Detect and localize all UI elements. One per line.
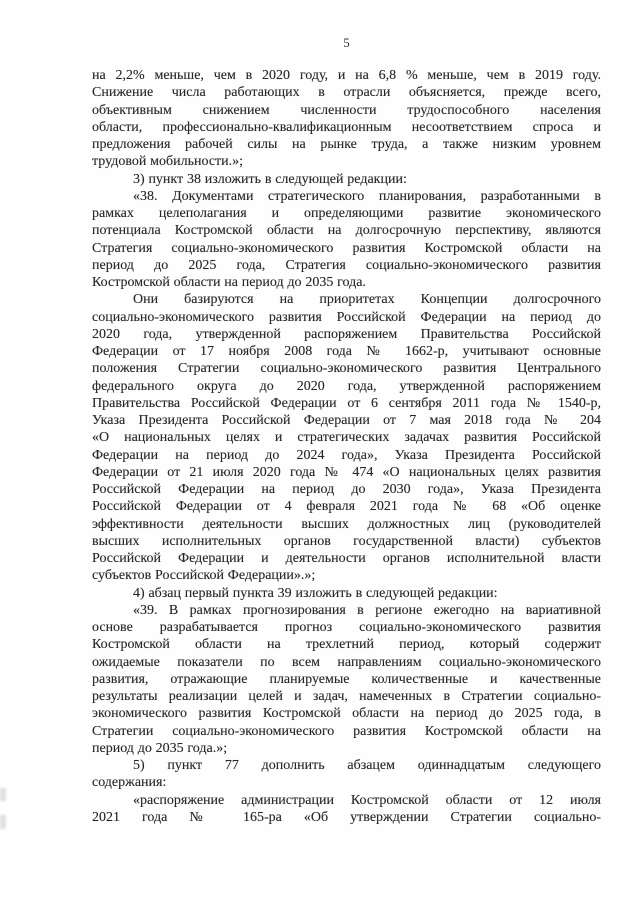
document-body (92, 67, 601, 826)
text-line: содержания: (92, 775, 167, 791)
text-line: Костромской области на трехлетний период, который содержит (92, 637, 601, 653)
text-line: экономического развития Костромской области на период до 2025 года, в (92, 706, 601, 722)
text-line: результаты реализации целей и задач, намеченных в Стратегии социально- (92, 689, 601, 704)
text-line: Они базируются на приоритетах Концепции долгосрочного (133, 292, 601, 308)
text-line: период до 2025 года, Стратегия социально-экономического развития (92, 257, 601, 273)
text-line: Указа Президента Российской Федерации от 7 мая 2018 года № 204 (92, 413, 601, 428)
text-line: «39. В рамках прогнозирования в регионе ежегодно на вариативной (133, 602, 601, 618)
text-line: рамках целеполагания и определяющими развитие экономического (92, 206, 601, 221)
scan-artifact (0, 815, 6, 829)
page-number: 5 (343, 35, 350, 50)
text-line: положения Стратегии социально-экономического развития Центрального (92, 361, 601, 377)
text-line: высших исполнительных органов государственной власти) субъектов (92, 533, 601, 549)
text-line: Стратегии социально-экономического развития Костромской области на (92, 723, 601, 739)
text-line: развития, отражающие планируемые количественные и качественные (92, 671, 601, 687)
text-line: «О национальных целях и стратегических задачах развития Российской (92, 430, 601, 446)
text-line: предложения рабочей силы на рынке труда, а также низким уровнем (92, 137, 601, 152)
text-line: области, профессионально-квалификационным несоответствием спроса и (92, 119, 601, 135)
text-line: федерального округа до 2020 года, утвержденной распоряжением (92, 378, 601, 394)
text-line: субъектов Российской Федерации».»; (92, 568, 316, 584)
text-line: «распоряжение администрации Костромской области от 12 июля (133, 792, 601, 808)
text-line: основе разрабатывается прогноз социально-экономического развития (92, 620, 601, 635)
text-line: Снижение числа работающих в отрасли объясняется, прежде всего, (92, 85, 601, 101)
text-line: Федерации от 21 июля 2020 года № 474 «О национальных целях развития (92, 464, 601, 480)
text-line: период до 2035 года.»; (92, 740, 228, 756)
text-line: Федерации от 17 ноября 2008 года № 1662-р, учитывают основные (92, 344, 601, 359)
text-line: трудовой мобильности.»; (92, 154, 244, 170)
text-line: социально-экономического развития Российской Федерации на период до (92, 309, 601, 325)
text-line: ожидаемые показатели по всем направлениям социально-экономического (92, 654, 601, 670)
text-line: «38. Документами стратегического планирования, разработанными в (133, 188, 601, 204)
text-line: 2021 года № 165-ра «Об утверждении Стратегии социально- (92, 809, 601, 825)
text-line: Российской Федерации и деятельности органов исполнительной власти (92, 551, 601, 566)
text-line: 5) пункт 77 дополнить абзацем одиннадцатым следующего (133, 758, 601, 773)
scan-artifact (0, 788, 6, 801)
text-line: на 2,2% меньше, чем в 2020 году, и на 6,8 % меньше, чем в 2019 году. (92, 68, 601, 83)
text-line: Федерации на период до 2024 года», Указа Президента Российской (92, 447, 601, 463)
text-line: 3) пункт 38 изложить в следующей редакции: (133, 171, 407, 187)
text-line: объективным снижением численности трудоспособного населения (92, 102, 601, 118)
text-line: Костромской области на период до 2035 года. (92, 275, 366, 290)
text-line: Стратегия социально-экономического развития Костромской области на (92, 240, 601, 256)
text-line: Российской Федерации от 4 февраля 2021 года № 68 «Об оценке (92, 499, 601, 515)
text-line: 4) абзац первый пункта 39 изложить в следующей редакции: (133, 585, 498, 601)
text-line: потенциала Костромской области на долгосрочную перспективу, являются (92, 223, 601, 239)
text-line: Российской Федерации на период до 2030 года», Указа Президента (92, 482, 601, 497)
text-line: 2020 года, утвержденной распоряжением Правительства Российской (92, 326, 601, 342)
text-line: Правительства Российской Федерации от 6 сентября 2011 года № 1540-р, (92, 395, 601, 411)
text-line: эффективности деятельности высших должностных лиц (руководителей (92, 516, 601, 532)
